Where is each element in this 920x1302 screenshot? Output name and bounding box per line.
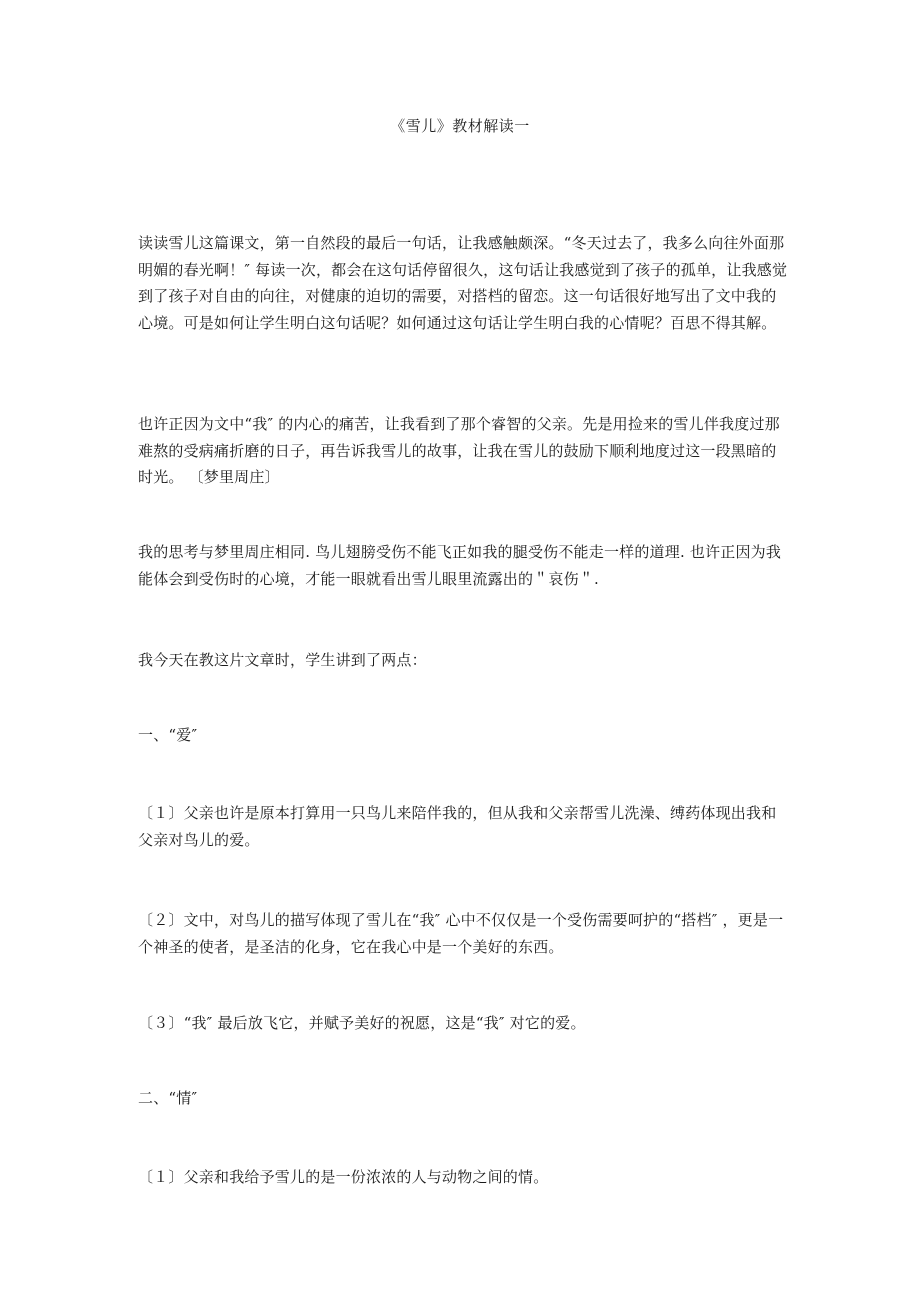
document-title: 《雪儿》教材解读一	[390, 117, 530, 135]
paragraph-thinking: 我的思考与梦里周庄相同. 鸟儿翅膀受伤不能飞正如我的腿受伤不能走一样的道理. 也许正因为我能体会到受伤时的心境，才能一眼就看出雪儿眼里流露出的＂哀伤＂.	[138, 543, 782, 588]
list-item-emotion-1: 〔１〕父亲和我给予雪儿的是一份浓浓的人与动物之间的情。	[138, 1168, 549, 1186]
paragraph-intro: 读读雪儿这篇课文，第一自然段的最后一句话，让我感触颇深。“冬天过去了，我多么向往外面那明媚的春光啊！″ 每读一次，都会在这句话停留很久，这句话让我感觉到了孩子的孤单，让我感觉到了孩子对自由的向往，对健康的迫切的需要，对搭档的留恋。这一句话很好地写出了文中我的心境。可是如何让学生明白这句话呢？如何通过这句话让学生明白我的心情呢？百思不得其解。	[138, 234, 788, 332]
list-item-love-2: 〔２〕文中，对鸟儿的描写体现了雪儿在“我″ 心中不仅仅是一个受伤需要呵护的“搭档″ ，更是一个神圣的使者，是圣洁的化身，它在我心中是一个美好的东西。	[138, 911, 784, 956]
paragraph-father: 也许正因为文中“我″ 的内心的痛苦，让我看到了那个睿智的父亲。先是用捡来的雪儿伴我度过那难熬的受病痛折磨的日子，再告诉我雪儿的故事，让我在雪儿的鼓励下顺利地度过这一段黑暗的时光。 〔梦里周庄〕	[138, 415, 780, 486]
section-heading-emotion: 二、“情″	[138, 1089, 198, 1107]
list-item-love-3: 〔３〕“我″ 最后放飞它，并赋予美好的祝愿，这是“我″ 对它的爱。	[138, 1014, 586, 1032]
paragraph-teaching: 我今天在教这片文章时，学生讲到了两点：	[138, 651, 427, 669]
section-heading-love: 一、“爱″	[138, 726, 198, 744]
list-item-love-1: 〔１〕父亲也许是原本打算用一只鸟儿来陪伴我的，但从我和父亲帮雪儿洗澡、缚药体现出我和父亲对鸟儿的爱。	[138, 804, 777, 849]
